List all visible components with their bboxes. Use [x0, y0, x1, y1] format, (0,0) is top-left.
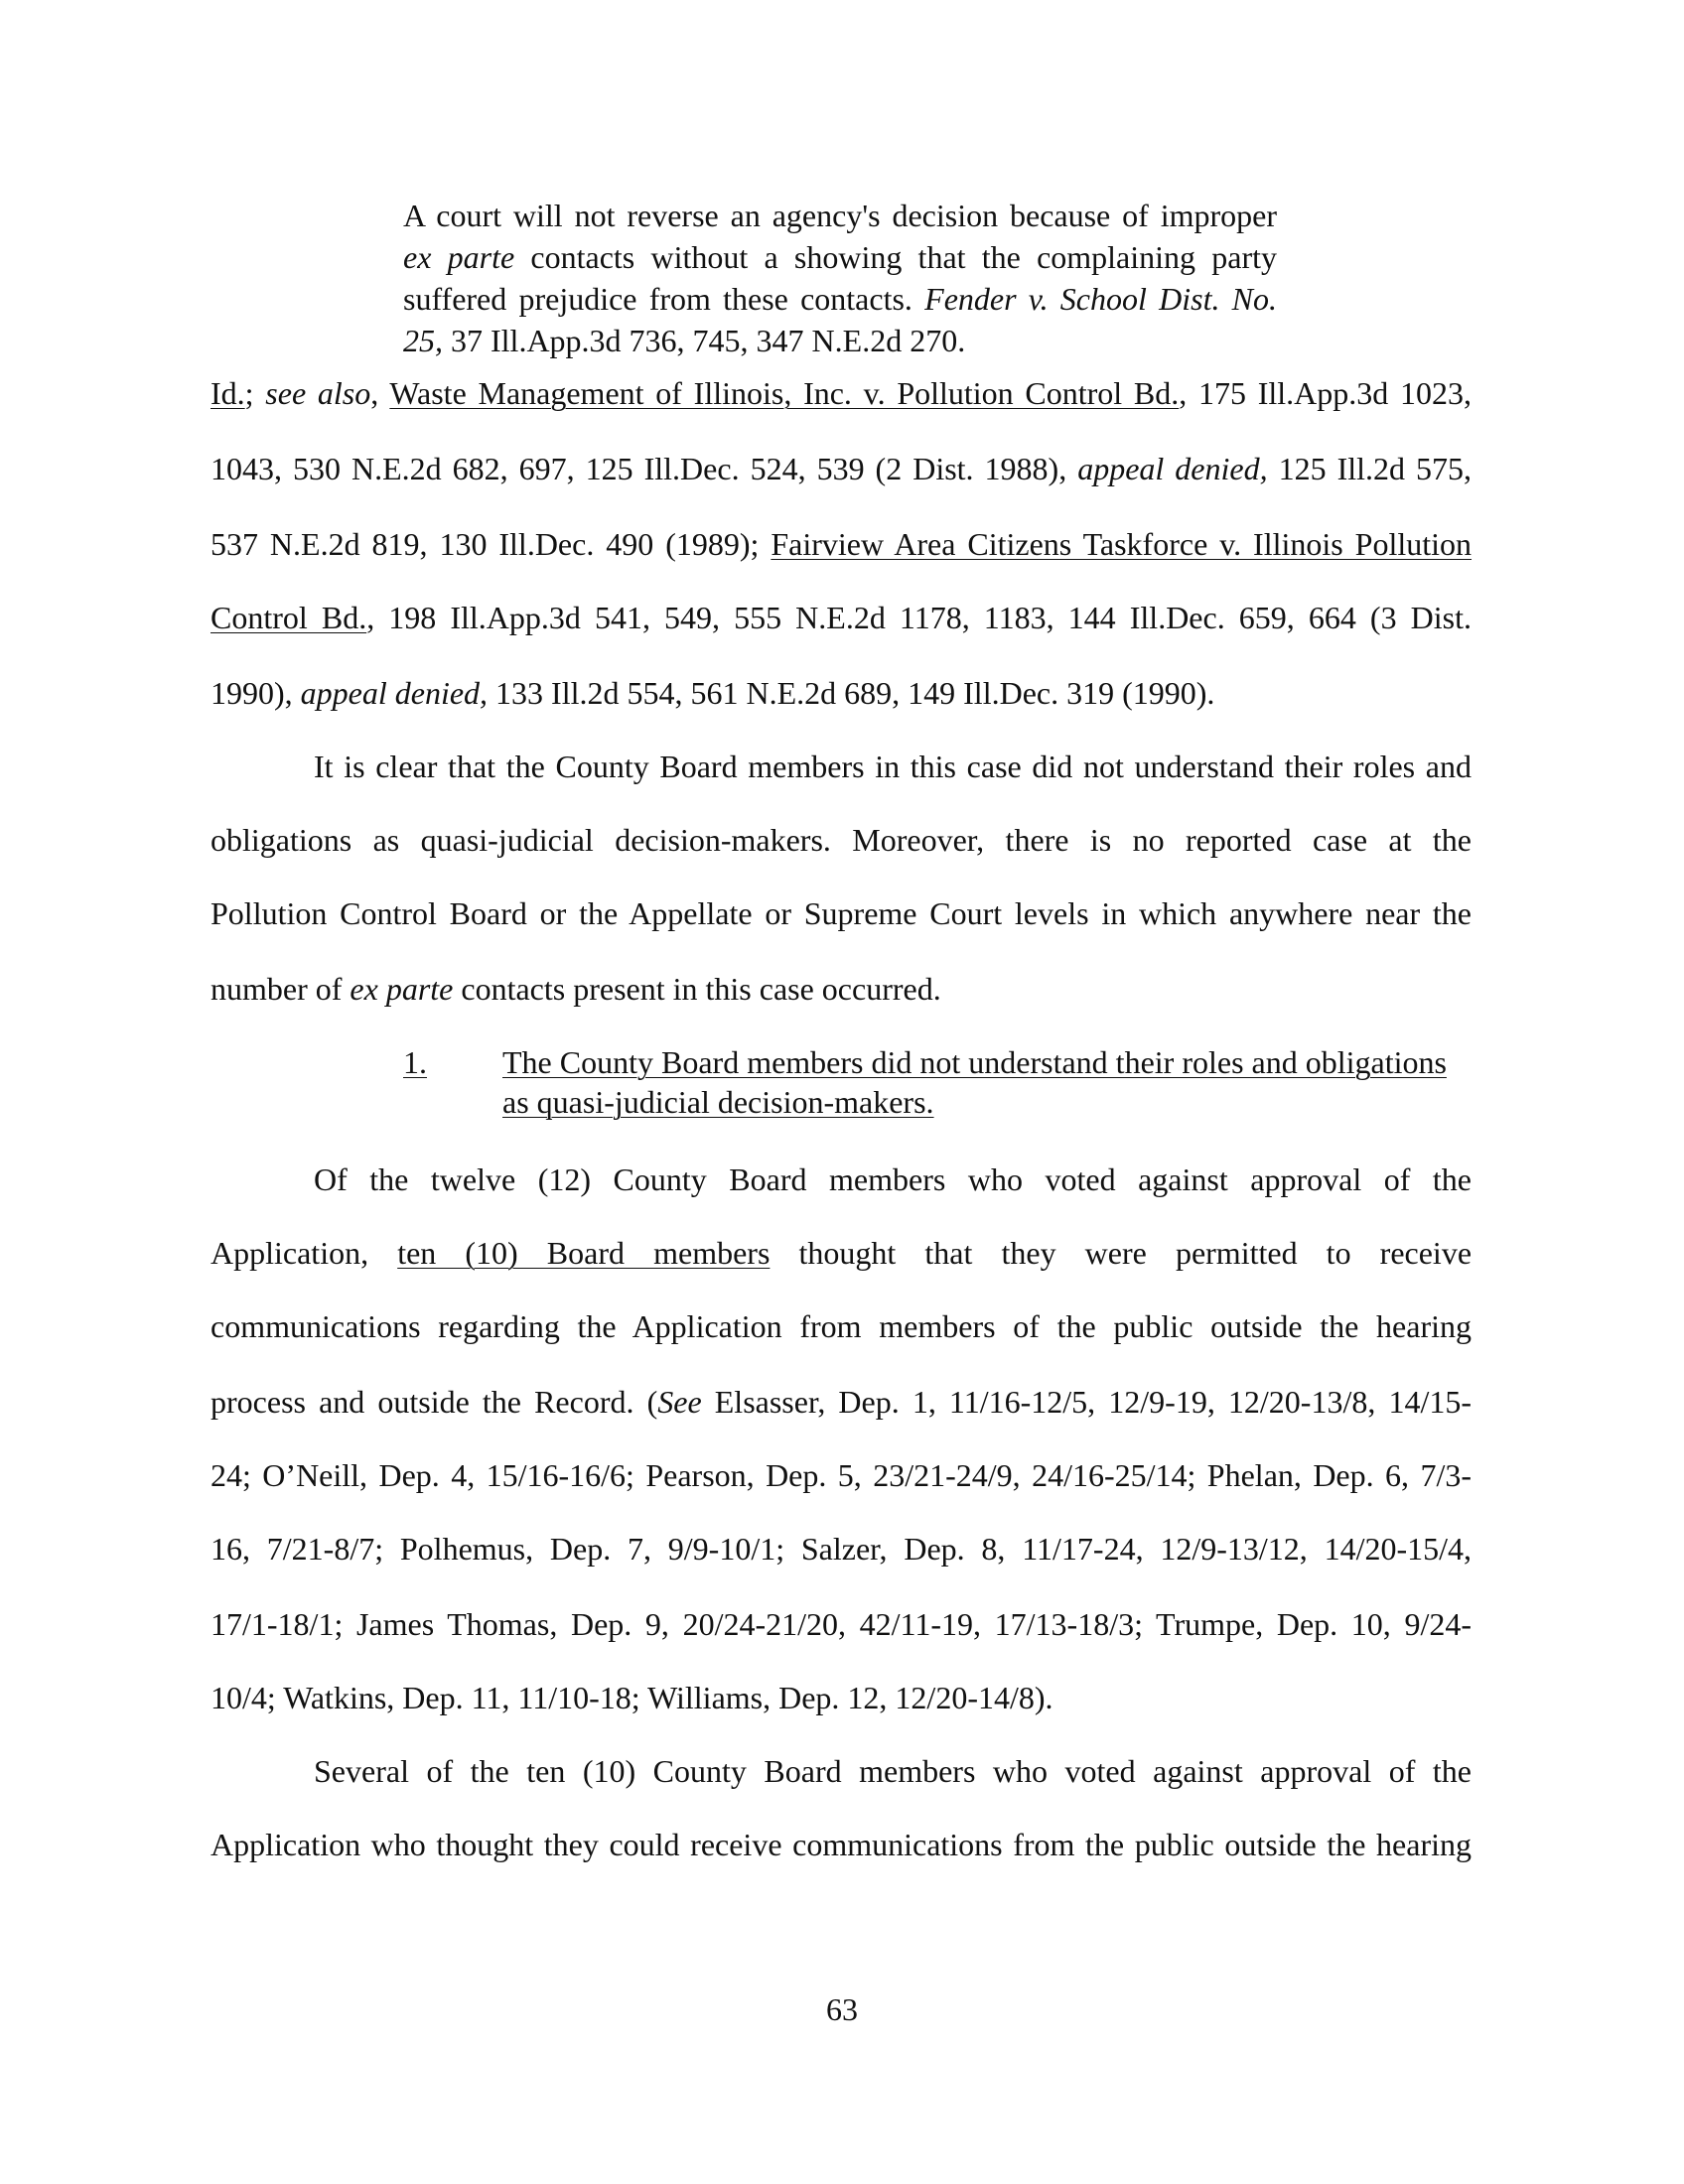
- citation-text: ,: [370, 375, 379, 411]
- paragraph-text: Pollution Control Board or the Appellate or Supreme Court levels in which anywhere near the: [210, 895, 1472, 931]
- heading-line: [403, 1082, 1475, 1122]
- page-number: 63: [826, 1991, 858, 2027]
- citation-text: 1990),: [210, 675, 293, 711]
- citation-line: [210, 598, 1472, 637]
- citation-text: 1043, 530 N.E.2d 682, 697, 125 Ill.Dec. 524, 539 (2 Dist. 1988),: [210, 451, 1067, 486]
- paragraph-line: [210, 1306, 1472, 1346]
- paragraph-text: Of the twelve (12) County Board members who voted against approval of the: [314, 1161, 1472, 1197]
- paragraph-line: [210, 1160, 1472, 1199]
- heading-number: 1.: [403, 1044, 427, 1080]
- section-heading: [403, 1042, 1475, 1122]
- paragraph-line: [210, 1825, 1472, 1864]
- paragraph-text: 10/4; Watkins, Dep. 11, 11/10-18; Williams, Dep. 12, 12/20-14/8).: [210, 1680, 1053, 1715]
- citation-text: , 175 Ill.App.3d 1023,: [1179, 375, 1473, 411]
- paragraph-text: Application,: [210, 1235, 369, 1271]
- paragraph-line: [210, 747, 1472, 786]
- paragraph-text: number of: [210, 971, 351, 1007]
- citation-signal: appeal denied,: [300, 675, 489, 711]
- paragraph-line: [210, 969, 1472, 1009]
- quote-text: 37 Ill.App.3d 736, 745, 347 N.E.2d 270.: [443, 323, 966, 358]
- paragraph-line: [210, 820, 1472, 860]
- citation-signal: See: [657, 1384, 702, 1420]
- paragraph-text: It is clear that the County Board members in this case did not understand their roles and: [314, 749, 1472, 784]
- paragraph-line: [210, 1455, 1472, 1495]
- quote-text: contacts without a showing that the complaining party: [514, 239, 1277, 275]
- paragraph-text: 24; O’Neill, Dep. 4, 15/16-16/6; Pearson, Dep. 5, 23/21-24/9, 24/16-25/14; Phelan, Dep. 6, 7/3-: [210, 1457, 1472, 1493]
- citation-text: , 198 Ill.App.3d 541, 549, 555 N.E.2d 1178, 1183, 144 Ill.Dec. 659, 664 (3 Dist.: [366, 600, 1473, 635]
- paragraph-text: 16, 7/21-8/7; Polhemus, Dep. 7, 9/9-10/1; Salzer, Dep. 8, 11/17-24, 12/9-13/12, 14/20-15/4,: [210, 1531, 1472, 1567]
- citation-signal: see also: [265, 375, 371, 411]
- paragraph-text: obligations as quasi-judicial decision-makers. Moreover, there is no reported case at the: [210, 822, 1472, 858]
- heading-text: The County Board members did not understand their roles and obligations: [502, 1044, 1447, 1080]
- underlined-phrase: ten (10) Board members: [397, 1235, 771, 1271]
- citation-line: [210, 373, 1472, 413]
- citation-line: [210, 449, 1472, 488]
- paragraph-text: thought that they were permitted to receive: [798, 1235, 1473, 1271]
- citation-case-name: Fairview Area Citizens Taskforce v. Illinois Pollution: [771, 526, 1473, 562]
- citation-line: [210, 524, 1472, 564]
- paragraph-line: [210, 1233, 1472, 1273]
- quote-case-name: Fender v. School Dist. No.: [924, 281, 1278, 317]
- citation-text: 125 Ill.2d 575,: [1278, 451, 1473, 486]
- citation-case-name: Waste Management of Illinois, Inc. v. Pollution Control Bd.: [389, 375, 1180, 411]
- quote-text: A court will not reverse an agency's decision because of improper: [403, 198, 1277, 233]
- quote-line: [403, 278, 1277, 320]
- paragraph-line: [210, 893, 1472, 933]
- paragraph-text: Elsasser, Dep. 1, 11/16-12/5, 12/9-19, 12/20-13/8, 14/15-: [701, 1384, 1473, 1420]
- paragraph-line: [210, 1678, 1472, 1717]
- paragraph-line: [210, 1751, 1472, 1791]
- citation-id: Id.: [210, 375, 245, 411]
- paragraph-text: communications regarding the Application from members of the public outside the hearing: [210, 1308, 1472, 1344]
- citation-line: [210, 673, 1472, 713]
- citation-signal: appeal denied,: [1077, 451, 1268, 486]
- paragraph-text: process and outside the Record. (: [210, 1384, 658, 1420]
- quote-line: [403, 320, 1277, 361]
- quote-line: [403, 195, 1277, 236]
- citation-text: ;: [244, 375, 254, 411]
- quote-text: suffered prejudice from these contacts.: [403, 281, 925, 317]
- italic-term: ex parte: [350, 971, 454, 1007]
- citation-text: 537 N.E.2d 819, 130 Ill.Dec. 490 (1989);: [210, 526, 760, 562]
- paragraph-text: Several of the ten (10) County Board members who voted against approval of the: [314, 1753, 1472, 1789]
- heading-line: [403, 1042, 1475, 1082]
- quote-line: [403, 236, 1277, 278]
- paragraph-line: [210, 1604, 1472, 1644]
- citation-case-name: Control Bd.: [210, 600, 367, 635]
- paragraph-line: [210, 1529, 1472, 1569]
- heading-text: as quasi-judicial decision-makers.: [502, 1084, 934, 1120]
- block-quote: [403, 195, 1277, 361]
- quote-case-name: 25,: [403, 323, 443, 358]
- citation-text: 133 Ill.2d 554, 561 N.E.2d 689, 149 Ill.Dec. 319 (1990).: [495, 675, 1215, 711]
- paragraph-text: 17/1-18/1; James Thomas, Dep. 9, 20/24-21/20, 42/11-19, 17/13-18/3; Trumpe, Dep. 10, 9/24-: [210, 1606, 1472, 1642]
- paragraph-text: contacts present in this case occurred.: [453, 971, 941, 1007]
- paragraph-line: [210, 1382, 1472, 1422]
- quote-italic-term: ex parte: [403, 239, 515, 275]
- paragraph-text: Application who thought they could receive communications from the public outside the hearing: [210, 1827, 1472, 1862]
